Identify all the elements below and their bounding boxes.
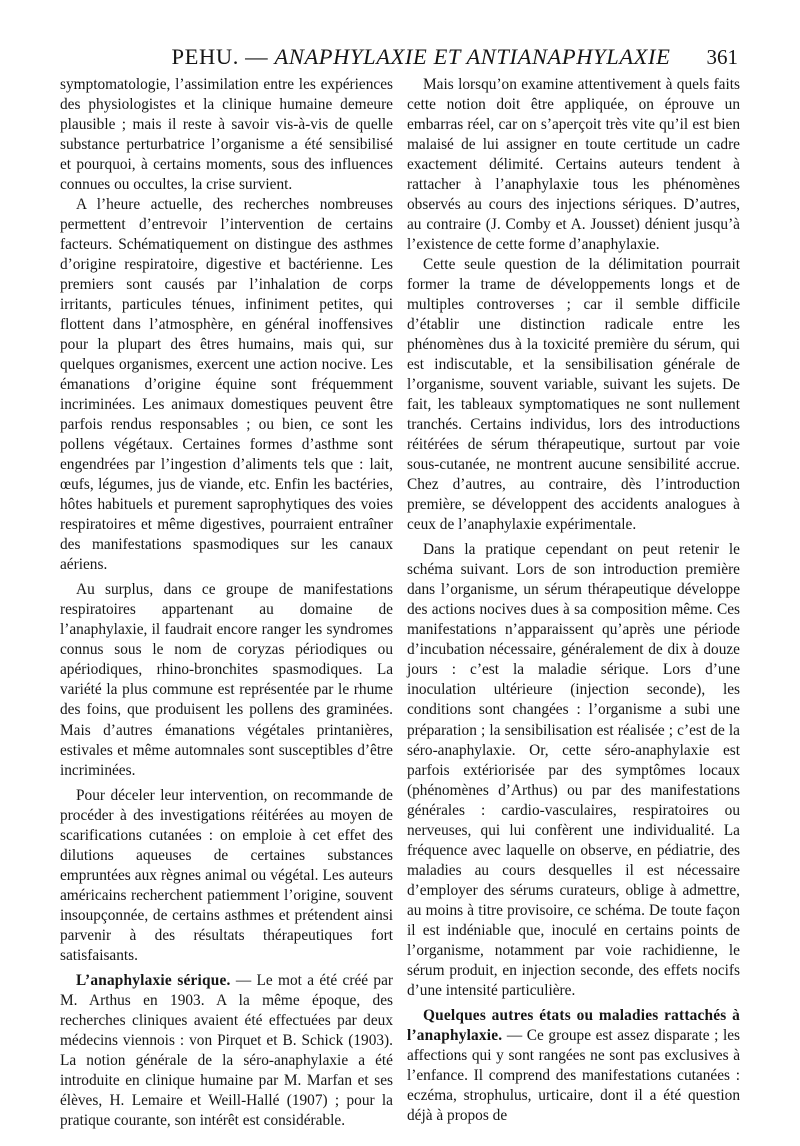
right-paragraph-1: Mais lorsqu’on examine attentivement à quels faits cette notion doit être appliquée, on éprouve un embarras réel, car on s’aperçoit très vite qu’il est bien malaisé de lui assigner en toute certitude un cadre exactement délimité. Certains auteurs tendent à rattacher à l’anaphylaxie tous les phénomènes observés au cours des injections sériques. D’autres, au contraire (J. Comby et A. Jousset) dénient jusqu’à l’existence de cette forme d’anaphylaxie. xyxy=(407,76,740,254)
left-paragraph-4: Pour déceler leur intervention, on recommande de procéder à des investigations réitérées au moyen de scarifications cutanées : on emploie à cet effet des dilutions aqueuses de certaines substances empruntées aux règnes animal ou végétal. Les auteurs américains recherchent patiemment l’origine, souvent insoupçonnée, de certains asthmes et prétendent ainsi parvenir à des résultats thérapeutiques fort satisfaisants. xyxy=(60,786,393,964)
left-paragraph-3: Au surplus, dans ce groupe de manifestations respiratoires appartenant au domaine de l’anaphylaxie, il faudrait encore ranger les syndromes connus sous le nom de coryzas périodiques ou apériodiques, rhino-bronchites spasmodiques. La variété la plus commune est représentée par le rhume des foins, que produisent les pollens des graminées. Mais d’autres émanations végétales printanières, estivales et même automnales sont susceptibles d’être incriminées. xyxy=(60,581,393,779)
right-paragraph-3: Dans la pratique cependant on peut retenir le schéma suivant. Lors de son introduction première dans l’organisme, un sérum thérapeutique développe des actions nocives dues à sa composition même. Ces manifestations n’apparaissent qu’après une période d’incubation nécessaire, généralement de dix à douze jours : c’est la maladie sérique. Lors d’une inoculation ultérieure (injection seconde), les conditions sont changées : l’organisme a subi une préparation ; la sensibilisation est réalisée ; c’est de la séro-anaphylaxie. Or, cette séro-anaphylaxie est parfois extériorisée par des symptômes locaux (phénomènes d’Arthus) ou par des manifestations générales : cardio-vasculaires, respiratoires ou nerveuses, qui lui confèrent une individualité. La fréquence avec laquelle on observe, en pédiatrie, des maladies au cours desquelles il est nécessaire d’employer des sérums curateurs, oblige à admettre, au moins à titre provisoire, ce schéma. De toute façon il est indéniable que, inoculé en certains points de l’organisme, notamment par voie rachidienne, le sérum produit, en injection seconde, des effets nocifs d’une intensité particulière. xyxy=(407,541,740,999)
section-heading-other-states: Quelques autres états ou maladies rattachés à l’anaphylaxie. xyxy=(407,1006,740,1044)
left-column xyxy=(60,75,393,1131)
right-paragraph-4 xyxy=(407,1006,740,1126)
header-author: PEHU. xyxy=(171,44,239,69)
running-header xyxy=(60,44,736,74)
left-paragraph-1: symptomatologie, l’assimilation entre les expériences des physiologistes et la clinique humaine demeure plausible ; mais il reste à savoir vis-à-vis de quelle substance perturbatrice l’organisme a été sensibilisé et pourquoi, à certains moments, sous des influences connues ou occultes, la crise survient. xyxy=(60,76,393,194)
right-column xyxy=(407,75,740,1126)
header-separator: — xyxy=(245,44,269,69)
running-title xyxy=(60,44,736,70)
left-paragraph-5-text: — Le mot a été créé par M. Arthus en 1903. A la même époque, des recherches cliniques avaient été effectuées par deux médecins viennois : von Pirquet et B. Schick (1903). La notion générale de la séro-anaphylaxie a été introduite en clinique humaine par M. Marfan et ses élèves, H. Lemaire et Weill-Hallé (1907) ; pour la pratique courante, son intérêt est considérable. xyxy=(60,971,393,1129)
header-title: ANAPHYLAXIE ET ANTIANAPHYLAXIE xyxy=(274,44,671,69)
section-heading-serum-anaphylaxis: L’anaphylaxie sérique. xyxy=(76,971,231,989)
left-paragraph-2: A l’heure actuelle, des recherches nombreuses permettent d’entrevoir l’intervention de certains facteurs. Schématiquement on distingue des asthmes d’origine respiratoire, digestive et bactérienne. Les premiers sont causés par l’inhalation de corps irritants, particules ténues, infiniment petites, qui flottent dans l’atmosphère, en général inoffensives pour la plupart des êtres humains, mais qui, sur quelques organismes, exercent une action nocive. Les émanations d’origine équine sont fréquemment incriminées. Les animaux domestiques peuvent être parfois rendus responsables ; ou bien, ce sont les pollens végétaux. Certaines formes d’asthme sont engendrées par l’ingestion d’aliments tels que : lait, œufs, légumes, jus de viande, etc. Enfin les bactéries, hôtes habituels et purement saprophytiques des voies respiratoires et même digestives, pourraient entraîner des manifestations spasmodiques sur les canaux aériens. xyxy=(60,196,393,574)
right-paragraph-2: Cette seule question de la délimitation pourrait former la trame de développements longs et de multiples controverses ; car il semble difficile d’établir une distinction radicale entre les phénomènes dus à la toxicité première du sérum, qui est indiscutable, et la sensibilisation générale de l’organisme, souvent variable, suivant les sujets. De fait, les tableaux symptomatiques ne sont nullement tranchés. Certains individus, lors des introductions réitérées de sérum thérapeutique, surtout par voie sous-cutanée, ne montrent aucune sensibilité accrue. Chez d’autres, au contraire, dès l’introduction première, se développent des accidents analogues à ceux de l’anaphylaxie expérimentale. xyxy=(407,256,740,534)
left-paragraph-5 xyxy=(60,971,393,1131)
right-paragraph-4-text: — Ce groupe est assez disparate ; les affections qui y sont rangées ne sont pas exclusives à l’enfance. Il comprend des manifestations cutanées : eczéma, strophulus, urticaire, dont il a été question déjà à propos de xyxy=(407,1026,740,1124)
page-number: 361 xyxy=(706,45,738,69)
